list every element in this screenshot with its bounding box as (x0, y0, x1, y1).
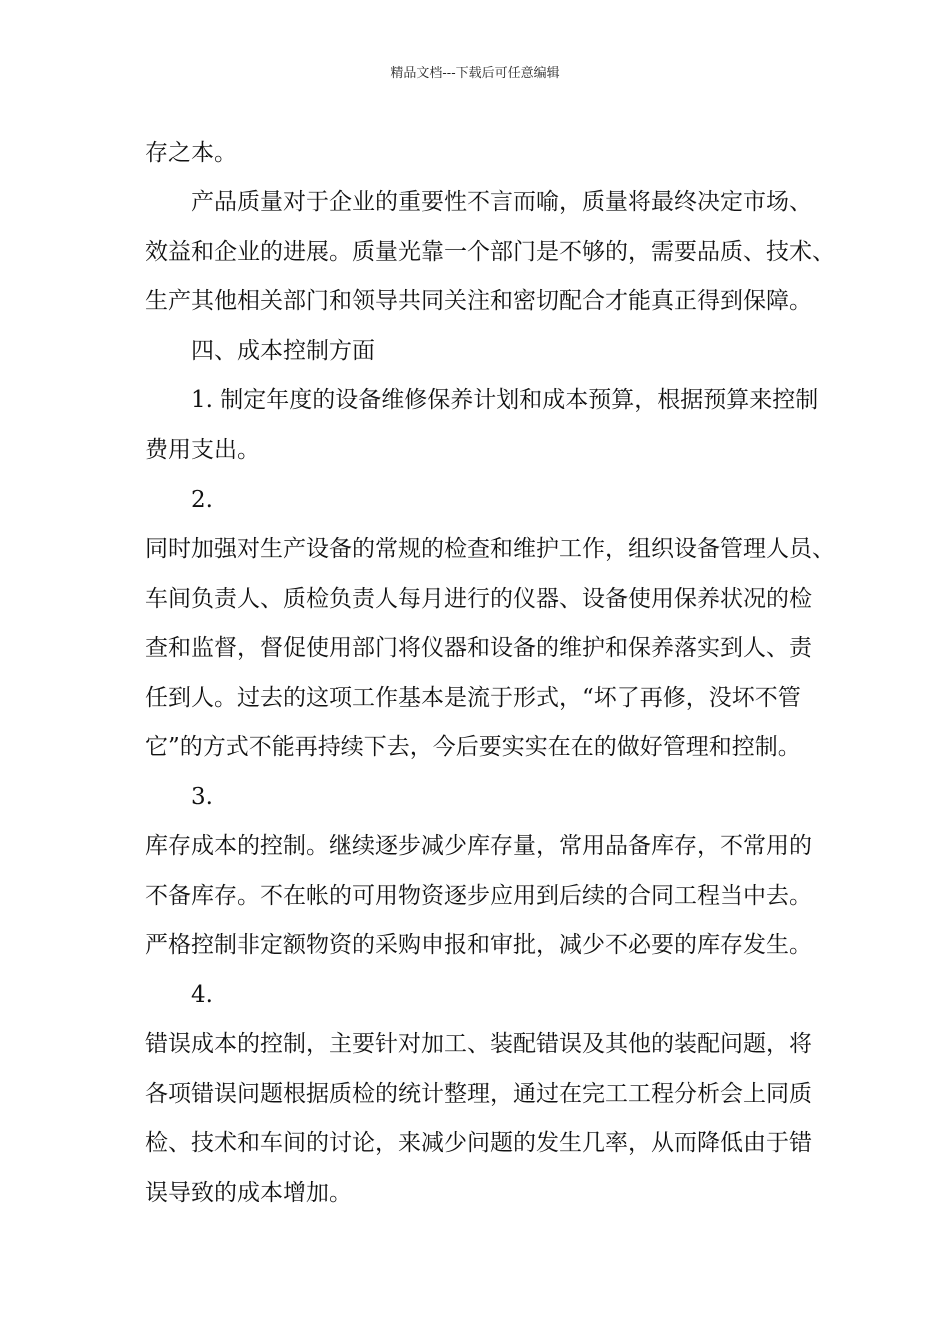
text-line: 检、技术和车间的讨论，来减少问题的发生几率，从而降低由于错 (145, 1130, 812, 1156)
text-line: 生产其他相关部门和领导共同关注和密切配合才能真正得到保障。 (145, 288, 812, 314)
text-line: 效益和企业的进展。质量光靠一个部门是不够的，需要品质、技术、 (145, 239, 835, 265)
text-line: 它”的方式不能再持续下去，今后要实实在在的做好管理和控制。 (145, 734, 801, 760)
text-line: 各项错误问题根据质检的统计整理，通过在完工工程分析会上同质 (145, 1081, 812, 1107)
text-line: 不备库存。不在帐的可用物资逐步应用到后续的合同工程当中去。 (145, 883, 812, 909)
text-line: 同时加强对生产设备的常规的检查和维护工作，组织设备管理人员、 (145, 536, 835, 562)
text-line: 错误成本的控制，主要针对加工、装配错误及其他的装配问题，将 (145, 1031, 812, 1057)
text-line: 存之本。 (145, 140, 237, 166)
item-number: 2. (191, 487, 213, 513)
text-line: 1. 制定年度的设备维修保养计划和成本预算，根据预算来控制 (191, 387, 819, 413)
item-number: 4. (191, 982, 213, 1008)
text-line: 误导致的成本增加。 (145, 1180, 352, 1206)
text-line: 车间负责人、质检负责人每月进行的仪器、设备使用保养状况的检 (145, 586, 812, 612)
item-number: 3. (191, 784, 213, 810)
section-heading: 四、成本控制方面 (191, 338, 375, 364)
text-line: 费用支出。 (145, 437, 260, 463)
page-header: 精品文档---下载后可任意编辑 (390, 66, 560, 81)
text-line: 库存成本的控制。继续逐步减少库存量，常用品备库存，不常用的 (145, 833, 812, 859)
text-line: 产品质量对于企业的重要性不言而喻，质量将最终决定市场、 (191, 189, 812, 215)
text-line: 任到人。过去的这项工作基本是流于形式，“坏了再修，没坏不管 (145, 685, 801, 711)
text-line: 严格控制非定额物资的采购申报和审批，减少不必要的库存发生。 (145, 932, 812, 958)
text-line: 查和监督，督促使用部门将仪器和设备的维护和保养落实到人、责 (145, 635, 812, 661)
